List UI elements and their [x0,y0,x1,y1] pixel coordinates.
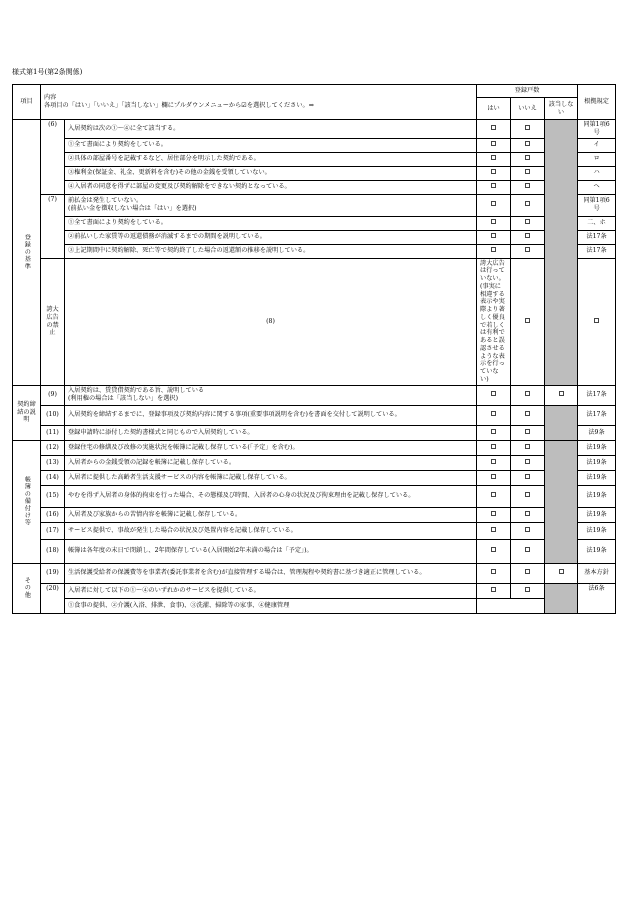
row-11-ref: 法9条 [578,425,616,440]
row-19-text: 生活保護受給者の保護費等を事業者(委託事業者を含む)が直接管理する場合は、管理規程や契約書に基づき適正に管理している。 [65,563,477,583]
row-15-yes-checkbox[interactable] [477,485,511,507]
row-6d-text: ④入居者の同意を得ずに部屋の変更及び契約解除をできない契約となっている。 [65,180,477,194]
row-7-text-line1: 前払金は発生していない。 [68,197,143,205]
row-16-num: (16) [41,507,65,522]
row-15-no-checkbox[interactable] [511,485,545,507]
header-content-instruction: 各項目の「はい」「いいえ」「該当しない」欄にプルダウンメニューから☑を選択してください。⇒ [44,102,314,109]
row-6c-text: ③権利金(保証金、礼金、更新料を含む)その他の金銭を受領していない。 [65,166,477,180]
row-16-yes-checkbox[interactable] [477,507,511,522]
row-6b-ref: ロ [578,152,616,166]
row-12-num: (12) [41,440,65,455]
row-6b-no-checkbox[interactable] [511,152,545,166]
row-19-num: (19) [41,563,65,583]
row-18-num: (18) [41,539,65,563]
category-registration: 登録の基準 [13,120,41,386]
row-14-text: 入居者に提供した高齢者生活支援サービスの内容を帳簿に記載し保存している。 [65,470,477,485]
row-7b-text: ②前払いした家賃等の返還債務が消滅するまでの期間を説明している。 [65,230,477,244]
row-16-no-checkbox[interactable] [511,507,545,522]
row-6c-yes-checkbox[interactable] [477,166,511,180]
row-12-yes-checkbox[interactable] [477,440,511,455]
row-6c-no-checkbox[interactable] [511,166,545,180]
header-content-title: 内容 [44,94,57,102]
row-12-no-checkbox[interactable] [511,440,545,455]
row-7-num: (7) [41,194,65,258]
na-disabled-block-4 [545,440,578,563]
row-14-no-checkbox[interactable] [511,470,545,485]
row-6b-text: ②具体の部屋番号を記載するなど、居住部分を明示した契約である。 [65,152,477,166]
row-6-no-checkbox[interactable] [511,120,545,139]
row-13-ref: 法19条 [578,455,616,470]
row-18-ref: 法19条 [578,539,616,563]
row-9-no-checkbox[interactable] [511,385,545,405]
row-6a-no-checkbox[interactable] [511,138,545,152]
row-7c-ref: 法17条 [578,244,616,258]
category-contract: 契約締結の説明 [13,385,41,440]
row-15-text: やむを得ず入居者の身体的拘束を行った場合、その態様及び時間、入居者の心身の状況及び拘束理由を記載し保存している。 [65,485,477,507]
row-20a-text: ①食事の提供、②介護(入浴、排泄、食事)、③洗濯、掃除等の家事、④健康管理 [65,598,477,613]
row-8-no-checkbox[interactable] [578,258,616,385]
row-7b-yes-checkbox[interactable] [477,230,511,244]
row-13-yes-checkbox[interactable] [477,455,511,470]
row-17-no-checkbox[interactable] [511,522,545,539]
row-17-num: (17) [41,522,65,539]
row-18-yes-checkbox[interactable] [477,539,511,563]
row-19-no-checkbox[interactable] [511,563,545,583]
row-19-na-checkbox[interactable] [545,563,578,583]
row-10-text: 入居契約を締結するまでに、登録事項及び契約内容に関する事項(重要事項説明を含む)を書面を交付して説明している。 [65,405,477,425]
header-item: 項目 [13,85,41,120]
row-20-yes-checkbox[interactable] [477,583,511,598]
row-15-ref: 法19条 [578,485,616,507]
row-6b-yes-checkbox[interactable] [477,152,511,166]
row-11-no-checkbox[interactable] [511,425,545,440]
row-7b-ref: 法17条 [578,230,616,244]
row-15-num: (15) [41,485,65,507]
row-7-text-line2: (前払い金を徴収しない場合は「はい」を選択) [68,205,197,212]
form-label: 様式第1号(第2条関係) [12,68,83,76]
row-17-text: サービス提供で、事故が発生した場合の状況及び処置内容を記載し保存している。 [65,522,477,539]
category-exaggeration: 誇大広告の禁止 [41,258,65,385]
row-9-text-line2: (利用権の場合は「該当しない」を選択) [68,395,179,402]
row-6c-ref: ハ [578,166,616,180]
row-10-ref: 法17条 [578,405,616,425]
row-7-ref: 同第1項6号 [578,194,616,216]
row-6d-yes-checkbox[interactable] [477,180,511,194]
row-20-ref: 法6条 [578,583,616,613]
header-yes: はい [477,98,511,120]
header-basis: 根拠規定 [578,85,616,120]
row-9-num: (9) [41,385,65,405]
row-13-num: (13) [41,455,65,470]
row-8-text-line1: 誇大広告は行っていない。 [480,259,505,282]
row-6-text: 入居契約は次の①～④に全て該当する。 [65,120,477,139]
header-content [41,85,477,120]
row-14-yes-checkbox[interactable] [477,470,511,485]
row-12-ref: 法19条 [578,440,616,455]
row-9-text-line1: 入居契約は、賃貸借契約である旨、説明している [68,387,205,395]
row-7c-yes-checkbox[interactable] [477,244,511,258]
row-8-yes-checkbox[interactable] [511,258,545,385]
row-7a-ref: 二、ホ [578,216,616,230]
row-14-ref: 法19条 [578,470,616,485]
row-6a-text: ①全て書面により契約をしている。 [65,138,477,152]
row-7a-no-checkbox[interactable] [511,216,545,230]
header-no: いいえ [511,98,545,120]
row-16-ref: 法19条 [578,507,616,522]
row-20-text: 入居者に対して以下の①～④のいずれかのサービスを提供している。 [65,583,477,598]
row-9-na-checkbox[interactable] [545,385,578,405]
row-17-ref: 法19条 [578,522,616,539]
row-9-ref: 法17条 [578,385,616,405]
row-7-no-checkbox[interactable] [511,194,545,216]
row-19-yes-checkbox[interactable] [477,563,511,583]
row-9-text [65,385,477,405]
row-10-num: (10) [41,405,65,425]
row-13-text: 入居者からの金銭受領の記録を帳簿に記載し保存している。 [65,455,477,470]
row-20-num: (20) [41,583,65,613]
row-7a-text: ①全て書面により契約をしている。 [65,216,477,230]
row-19-ref: 基本方針 [578,563,616,583]
category-other: その他 [13,563,41,613]
header-na: 該当しない [545,98,578,120]
row-14-num: (14) [41,470,65,485]
row-16-text: 入居者及び家族からの苦情内容を帳簿に記載し保存している。 [65,507,477,522]
row-6-yes-checkbox[interactable] [477,120,511,139]
row-18-text: 帳簿は各年度の末日で閉鎖し、2年間保存している(入居開始2年未満の場合は「予定」)。 [65,539,477,563]
row-7c-no-checkbox[interactable] [511,244,545,258]
row-10-yes-checkbox[interactable] [477,405,511,425]
row-7c-text: ③上記期間中に契約解除、死亡等で契約終了した場合の返還額の推移を説明している。 [65,244,477,258]
row-6a-ref: イ [578,138,616,152]
category-ledger: 帳簿の備付け等 [13,440,41,563]
row-8-text-line2: (事実に相違する表示や実際より著しく優良で若しくは有利であると誤認させるような表示を行っていない) [480,282,505,383]
row-18-no-checkbox[interactable] [511,539,545,563]
row-11-text: 登録申請時に添付した契約書様式と同じもので入居契約している。 [65,425,477,440]
row-8-num: (8) [65,258,477,385]
na-disabled-block-1 [545,120,578,386]
na-disabled-block-5 [545,583,578,613]
row-7-yes-checkbox[interactable] [477,194,511,216]
row-11-yes-checkbox[interactable] [477,425,511,440]
header-reg-count: 登録戸数 [477,85,578,98]
row-6d-no-checkbox[interactable] [511,180,545,194]
row-20a-blank [477,598,545,613]
row-6d-ref: ヘ [578,180,616,194]
na-disabled-block-3 [545,405,578,440]
row-9-yes-checkbox[interactable] [477,385,511,405]
row-6a-yes-checkbox[interactable] [477,138,511,152]
row-11-num: (11) [41,425,65,440]
row-7a-yes-checkbox[interactable] [477,216,511,230]
row-6-ref: 同第1項6号 [578,120,616,139]
row-12-text: 登録住宅の修繕及び改修の実施状況を帳簿に記載し保存している(「予定」を含む)。 [65,440,477,455]
row-8-text [477,258,511,385]
row-6-num: (6) [41,120,65,195]
row-13-no-checkbox[interactable] [511,455,545,470]
row-10-no-checkbox[interactable] [511,405,545,425]
row-20-no-checkbox[interactable] [511,583,545,598]
row-17-yes-checkbox[interactable] [477,522,511,539]
row-7b-no-checkbox[interactable] [511,230,545,244]
row-7-text [65,194,477,216]
checklist-table [12,84,616,614]
